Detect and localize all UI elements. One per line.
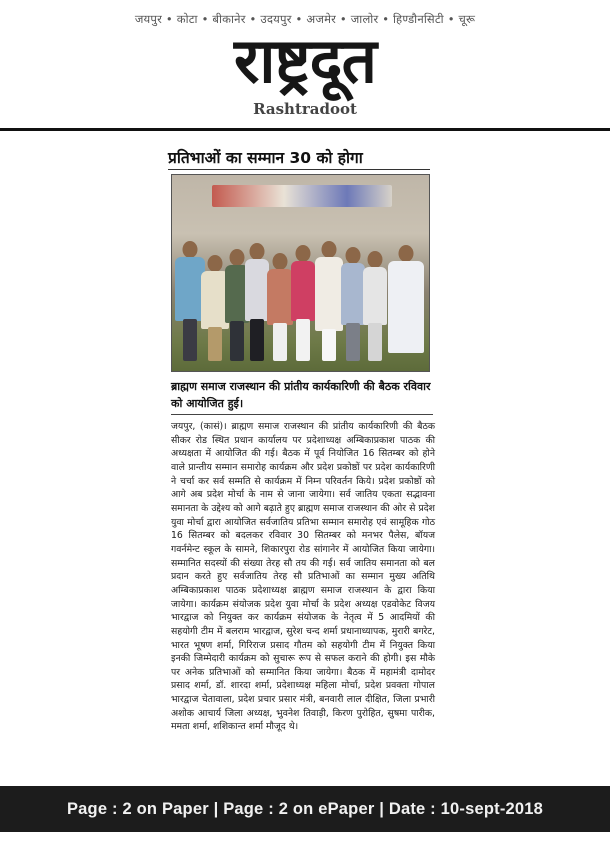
page-info-footer: Page : 2 on Paper | Page : 2 on ePaper | Date : 10-sept-2018 xyxy=(0,786,610,832)
headline-divider xyxy=(168,169,430,170)
newspaper-logo-latin: Rashtradoot xyxy=(253,100,357,118)
masthead-city-list: जयपुर • कोटा • बीकानेर • उदयपुर • अजमेर • जालोर • हिण्डौनसिटी • चूरू xyxy=(134,12,476,26)
article-photo xyxy=(171,174,430,372)
photo-person xyxy=(290,215,316,365)
photo-banner xyxy=(212,185,392,207)
photo-person xyxy=(362,215,388,365)
article-headline: प्रतिभाओं का सम्मान 30 को होगा xyxy=(168,149,363,167)
newspaper-logo: राष्ट्रदूत xyxy=(234,24,376,97)
article-body: जयपुर, (कासं)। ब्राह्मण समाज राजस्थान की प्रांतीय कार्यकारिणी की बैठक सीकर रोड स्थित प्रधान कार्यालय पर प्रदेशाध्यक्ष अम्बिकाप्रकाश पाठक की अध्यक्षता में आयोजित की गई। बैठक में पूर्व नियोजित 16 सितम्बर को होने वाले प्रान्तीय सम्मान समारोह कार्यक्रम और प्रदेश प्रकोष्ठों पर प्रदेश कार्यकारिणी ने चर्चा कर सर्व सम्मति से कार्यक्रम में निम्न परिवर्तन किये। प्रदेश प्रकोष्ठों को आगे अब प्रदेश मोर्चा के नाम से जाना जायेगा। सर्व जातिय एकता सद्भावना समानता के उद्देश्य को आगे बढ़ाते हुए ब्राह्मण समाज राजस्थान की ओर से प्रदेश युवा मोर्चा द्वारा आयोजित सर्वजातिय प्रतिभा सम्मान समारोह एवं सामूहिक गोठ 16 सितम्बर को बदलकर रविवार 30 सितम्बर को मनभर पैलेस, बॉयज गवर्नमेन्ट स्कूल के सामने, शिकारपुरा रोड सांगानेर में आयोजित किया जायेगा। सम्मानित सदस्यों की संख्या तेरह सौ तय की गई। सर्व जातिय समानता को बल प्रदान करते हुए सर्वजातिय तेरह सौ प्रतिभाओं का सम्मान मुख्य अतिथि अम्बिकाप्रकाश पाठक प्रदेशाध्यक्ष ब्राह्मण समाज राजस्थान के द्वारा किया जायेगा। कार्यक्रम संयोजक प्रदेश युवा मोर्चा के प्रदेश अध्यक्ष एडवोकेट विजय भारद्वाज को नियुक्त कर कार्यक्रम संयोजक के नेतृत्व में 5 आदमियों की सहयोगी टीम में बलराम भारद्वाज, सुरेश चन्द शर्मा प्रधानाध्यापक, मुरारी बगरेट, भारत भूषण शर्मा, गिरिराज प्रसाद गौतम को सहयोगी टीम में नियुक्त किया इनकी जिम्मेदारी कार्यक्रम को सुचारू रूप से सफल कराने की होगी। इस मौके पर अनेक प्रतिभाओं को सम्मानित किया जायेगा। बैठक में महामंत्री दामोदर प्रसाद शर्मा, डॉ. शारदा शर्मा, प्रदेशाध्यक्ष महिला मोर्चा, प्रदेश प्रवक्ता गोपाल भारद्वाज चेतावाला, प्रदेश प्रचार प्रसार मंत्री, बनवारी लाल दीक्षित, जिला प्रभारी अशोक आचार्य जिला अध्यक्ष, भुवनेश तिवाड़ी, किरण पुरोहित, सुषमा पारीक, ममता शर्मा, शशिकान्त शर्मा मौजूद थे। xyxy=(171,421,435,733)
photo-caption: ब्राह्मण समाज राजस्थान की प्रांतीय कार्यकारिणी की बैठक रविवार को आयोजित हुई। xyxy=(171,380,431,410)
photo-person xyxy=(386,215,426,365)
caption-divider xyxy=(171,414,433,415)
masthead-divider xyxy=(0,128,610,131)
masthead xyxy=(0,0,610,132)
